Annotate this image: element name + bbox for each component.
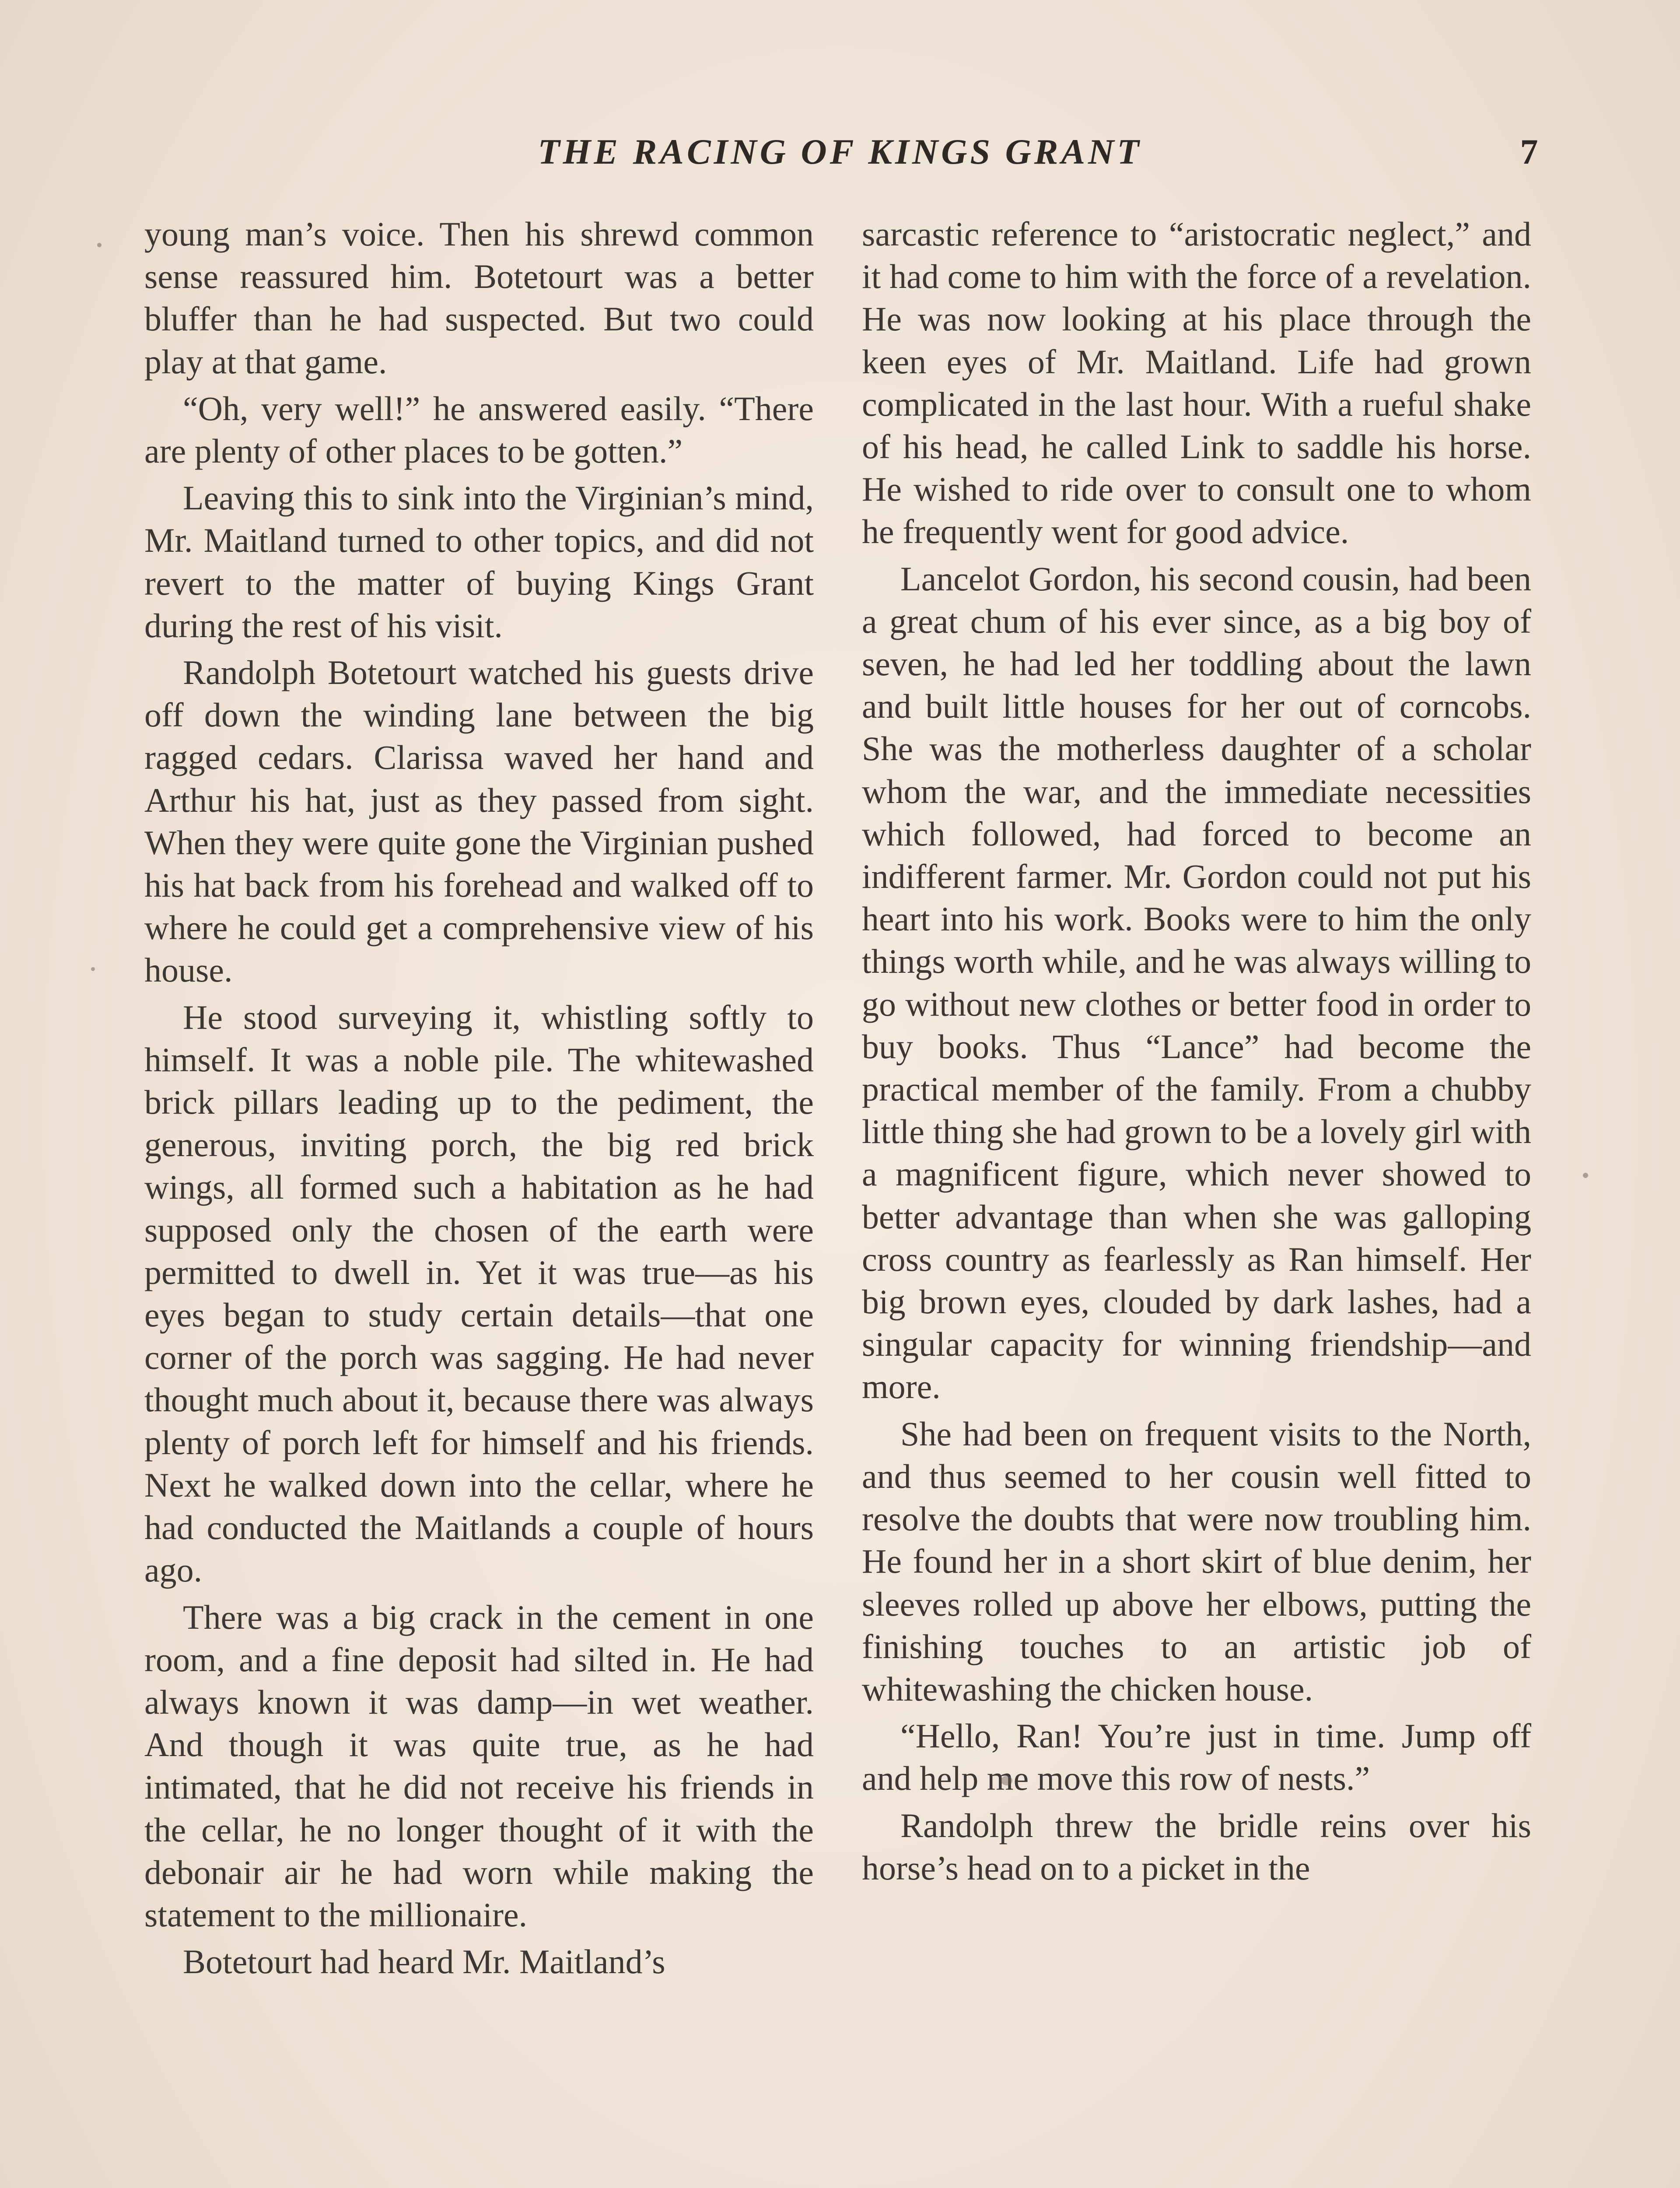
paragraph: “Hello, Ran! You’re just in time. Jump off and help me move this row of nests.” [862,1717,1531,1798]
paragraph: Randolph threw the bridle reins over his horse’s head on to a picket in the [862,1806,1531,1887]
scan-speck [97,243,102,247]
paragraph: young man’s voice. Then his shrewd common sense reassured him. Botetourt was a better bluffer than he had suspected. But two could play at that game. [144,215,814,381]
paragraph: Leaving this to sink into the Virginian’s mind, Mr. Maitland turned to other topics, and did not revert to the matter of buying Kings Grant during the rest of his visit. [144,479,814,645]
scan-speck [1001,1776,1012,1785]
paragraph: “Oh, very well!” he answered easily. “There are plenty of other places to be gotten.” [144,389,814,470]
running-title: THE RACING OF KINGS GRANT [538,132,1142,172]
paragraph: sarcastic reference to “aristocratic neglect,” and it had come to him with the force of a revelation. He was now looking at his place through the keen eyes of Mr. Maitland. Life had grown complicated in the last hour. With a rueful shake of his head, he called Link to saddle his horse. He wished to ride over to consult one to whom he frequently went for good advice. [862,215,1531,551]
paragraph: Lancelot Gordon, his second cousin, had been a great chum of his ever since, as a big boy of seven, he had led her toddling about the lawn and built little houses for her out of corncobs. She was the motherless daughter of a scholar whom the war, and the immediate necessities which followed, had forced to become an indifferent farmer. Mr. Gordon could not put his heart into his work. Books were to him the only things worth while, and he was always willing to go without new clothes or better food in order to buy books. Thus “Lance” had become the practical member of the family. From a chubby little thing she had grown to be a lovely girl with a magnificent figure, which never showed to better advantage than when she was galloping cross country as fearlessly as Ran himself. Her big brown eyes, clouded by dark lashes, had a singular capacity for winning friendship—and more. [862,559,1531,1406]
paragraph: Botetourt had heard Mr. Maitland’s [183,1943,665,1981]
right-column [862,213,1531,1893]
paragraph: Randolph Botetourt watched his guests drive off down the winding lane between the big ragged cedars. Clarissa waved her hand and Arthur his hat, just as they passed from sight. When they were quite gone the Virginian pushed his hat back from his forehead and walked off to where he could get a comprehensive view of his house. [144,653,814,989]
page-number: 7 [1520,132,1538,172]
paragraph: There was a big crack in the cement in one room, and a fine deposit had silted in. He had always known it was damp—in wet weather. And though it was quite true, as he had intimated, that he did not receive his friends in the cellar, he no longer thought of it with the debonair air he had worn while making the statement to the millionaire. [144,1598,814,1934]
scan-speck [1583,1173,1588,1178]
paragraph: He stood surveying it, whistling softly to himself. It was a noble pile. The whitewashed brick pillars leading up to the pediment, the generous, inviting porch, the big red brick wings, all formed such a habitation as he had supposed only the chosen of the earth were permitted to dwell in. Yet it was true—as his eyes began to study certain details—that one corner of the porch was sagging. He had never thought much about it, because there was always plenty of porch left for himself and his friends. Next he walked down into the cellar, where he had conducted the Maitlands a couple of hours ago. [144,998,814,1589]
page-header [0,131,1680,188]
scan-speck [91,967,95,971]
left-column [144,213,814,1987]
paragraph: She had been on frequent visits to the North, and thus seemed to her cousin well fitted to resolve the doubts that were now troubling him. He found her in a short skirt of blue denim, her sleeves rolled up above her elbows, putting the finishing touches to an artistic job of whitewashing the chicken house. [862,1414,1531,1708]
